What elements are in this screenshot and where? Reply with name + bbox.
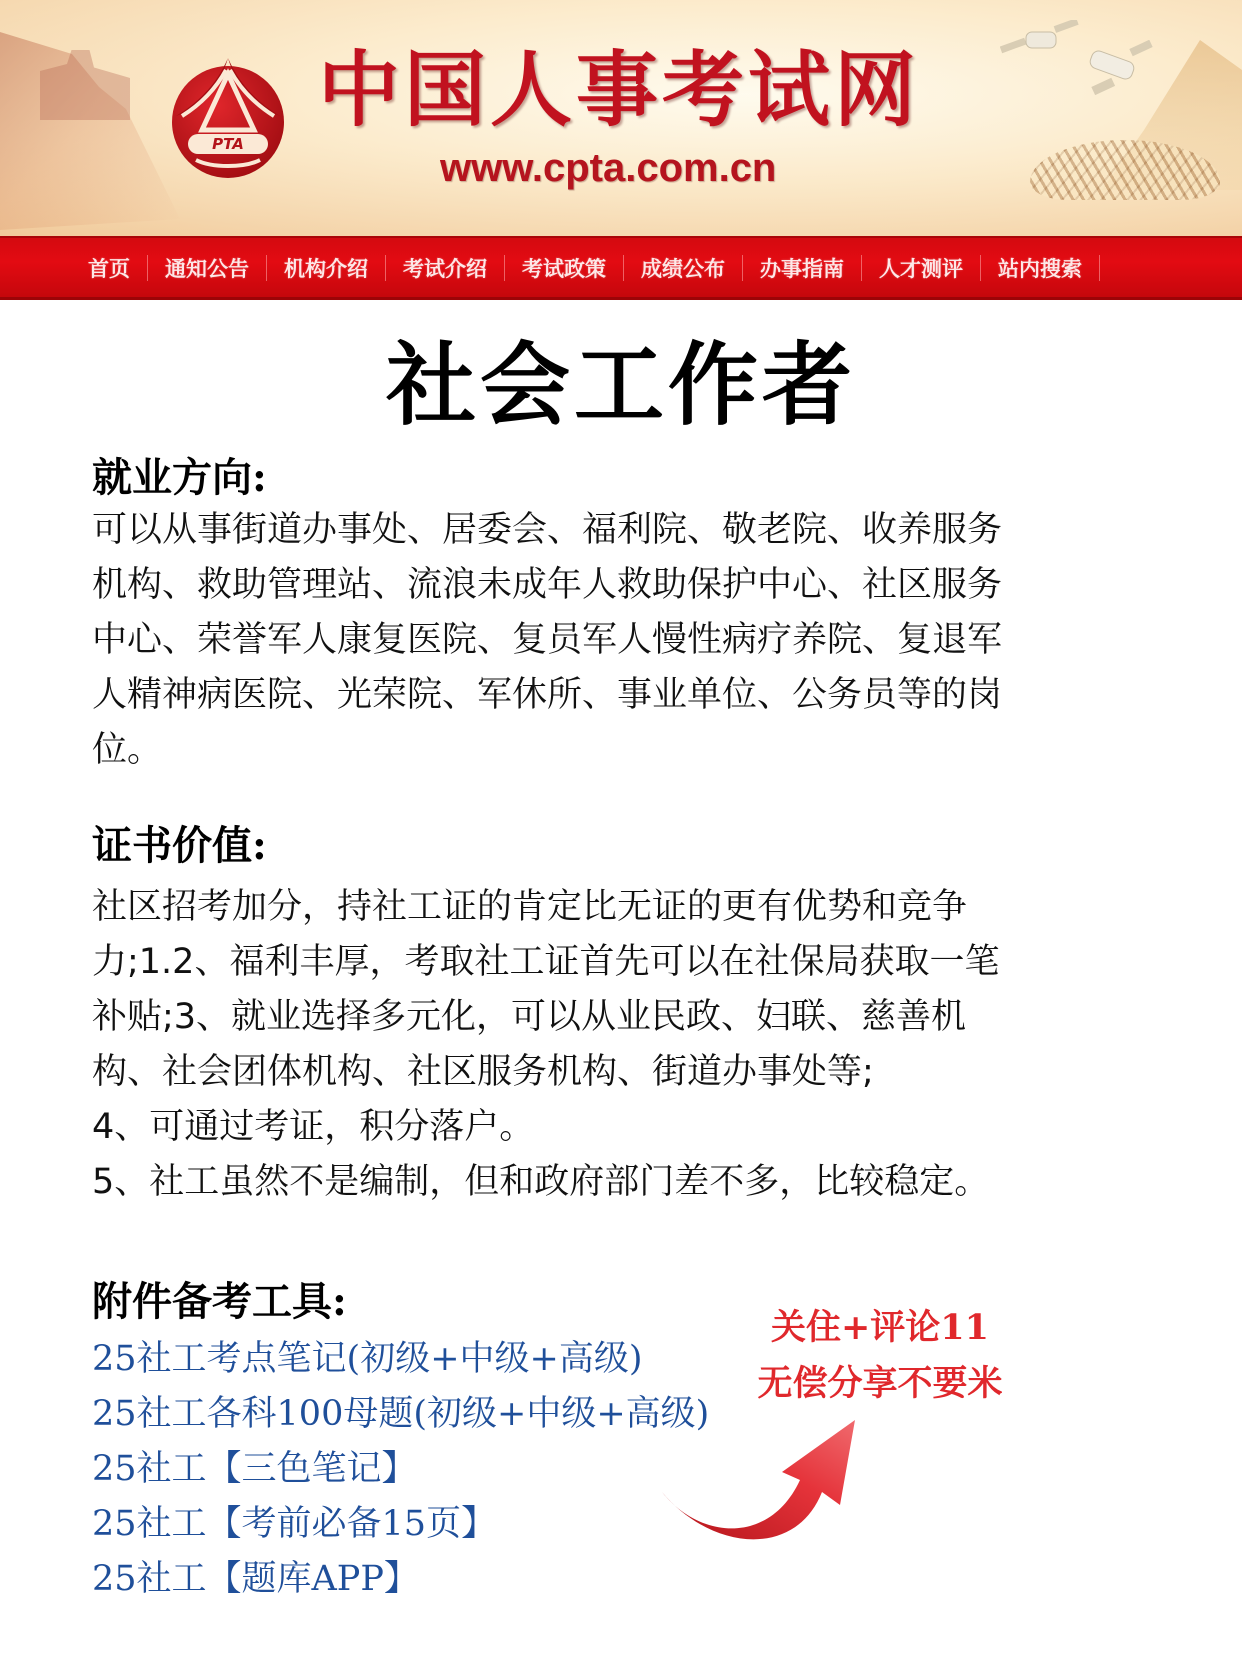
certificate-value-heading: 证书价值:: [92, 822, 267, 869]
tool-item[interactable]: 25社工【三色笔记】: [92, 1449, 417, 1489]
tools-list: [92, 1332, 709, 1607]
nav-item-site-search[interactable]: 站内搜索: [998, 256, 1082, 281]
spacecraft-icon: [1080, 40, 1160, 100]
text-line: 构、社会团体机构、社区服务机构、街道办事处等;: [92, 1052, 874, 1092]
nav-item-exam-policy[interactable]: 考试政策: [522, 256, 606, 281]
nav-item-exam-intro[interactable]: 考试介绍: [403, 256, 487, 281]
text-line: 位。: [92, 730, 163, 770]
svg-text:PTA: PTA: [212, 135, 244, 153]
promo-line-1: 关住+评论11: [770, 1307, 990, 1348]
site-url[interactable]: www.cpta.com.cn: [440, 146, 777, 190]
site-title: 中国人事考试网: [318, 43, 921, 138]
spacecraft-icon: [1000, 20, 1080, 60]
site-banner: [0, 0, 1242, 236]
nav-divider: [1099, 255, 1100, 281]
tool-item[interactable]: 25社工考点笔记(初级+中级+高级): [92, 1339, 643, 1379]
page-title: 社会工作者: [386, 332, 856, 438]
curved-arrow-icon: [660, 1410, 860, 1560]
text-line: 5、社工虽然不是编制，但和政府部门差不多，比较稳定。: [92, 1162, 990, 1202]
text-line: 力;1.2、福利丰厚，考取社工证首先可以在社保局获取一笔: [92, 942, 1000, 982]
pta-logo-icon: [168, 56, 288, 180]
nav-item-home[interactable]: 首页: [88, 256, 130, 281]
promo-line-2: 无偿分享不要米: [757, 1363, 1003, 1404]
promo-callout: [730, 1300, 1030, 1412]
nav-item-assessment[interactable]: 人才测评: [879, 256, 963, 281]
text-line: 可以从事街道办事处、居委会、福利院、敬老院、收养服务: [92, 510, 1003, 550]
text-line: 人精神病医院、光荣院、军休所、事业单位、公务员等的岗: [92, 675, 1003, 715]
employment-text: [92, 503, 1162, 778]
main-nav: [0, 236, 1242, 300]
text-line: 4、可通过考证，积分落户。: [92, 1107, 535, 1147]
tools-heading: 附件备考工具:: [92, 1278, 347, 1325]
employment-heading: 就业方向:: [92, 454, 267, 501]
tool-item[interactable]: 25社工各科100母题(初级+中级+高级): [92, 1394, 710, 1434]
certificate-value-text: [92, 880, 1162, 1210]
tool-item[interactable]: 25社工【考前必备15页】: [92, 1504, 497, 1544]
text-line: 补贴;3、就业选择多元化，可以从业民政、妇联、慈善机: [92, 997, 967, 1037]
tool-item[interactable]: 25社工【题库APP】: [92, 1559, 419, 1599]
text-line: 社区招考加分，持社工证的肯定比无证的更有优势和竞争: [92, 887, 968, 927]
text-line: 机构、救助管理站、流浪未成年人救助保护中心、社区服务: [92, 565, 1003, 605]
text-line: 中心、荣誉军人康复医院、复员军人慢性病疗养院、复退军: [92, 620, 1003, 660]
nav-item-guide[interactable]: 办事指南: [760, 256, 844, 281]
nav-item-results[interactable]: 成绩公布: [641, 256, 725, 281]
nav-item-about[interactable]: 机构介绍: [284, 256, 368, 281]
great-wall-illustration: [0, 10, 180, 230]
nav-item-notices[interactable]: 通知公告: [165, 256, 249, 281]
